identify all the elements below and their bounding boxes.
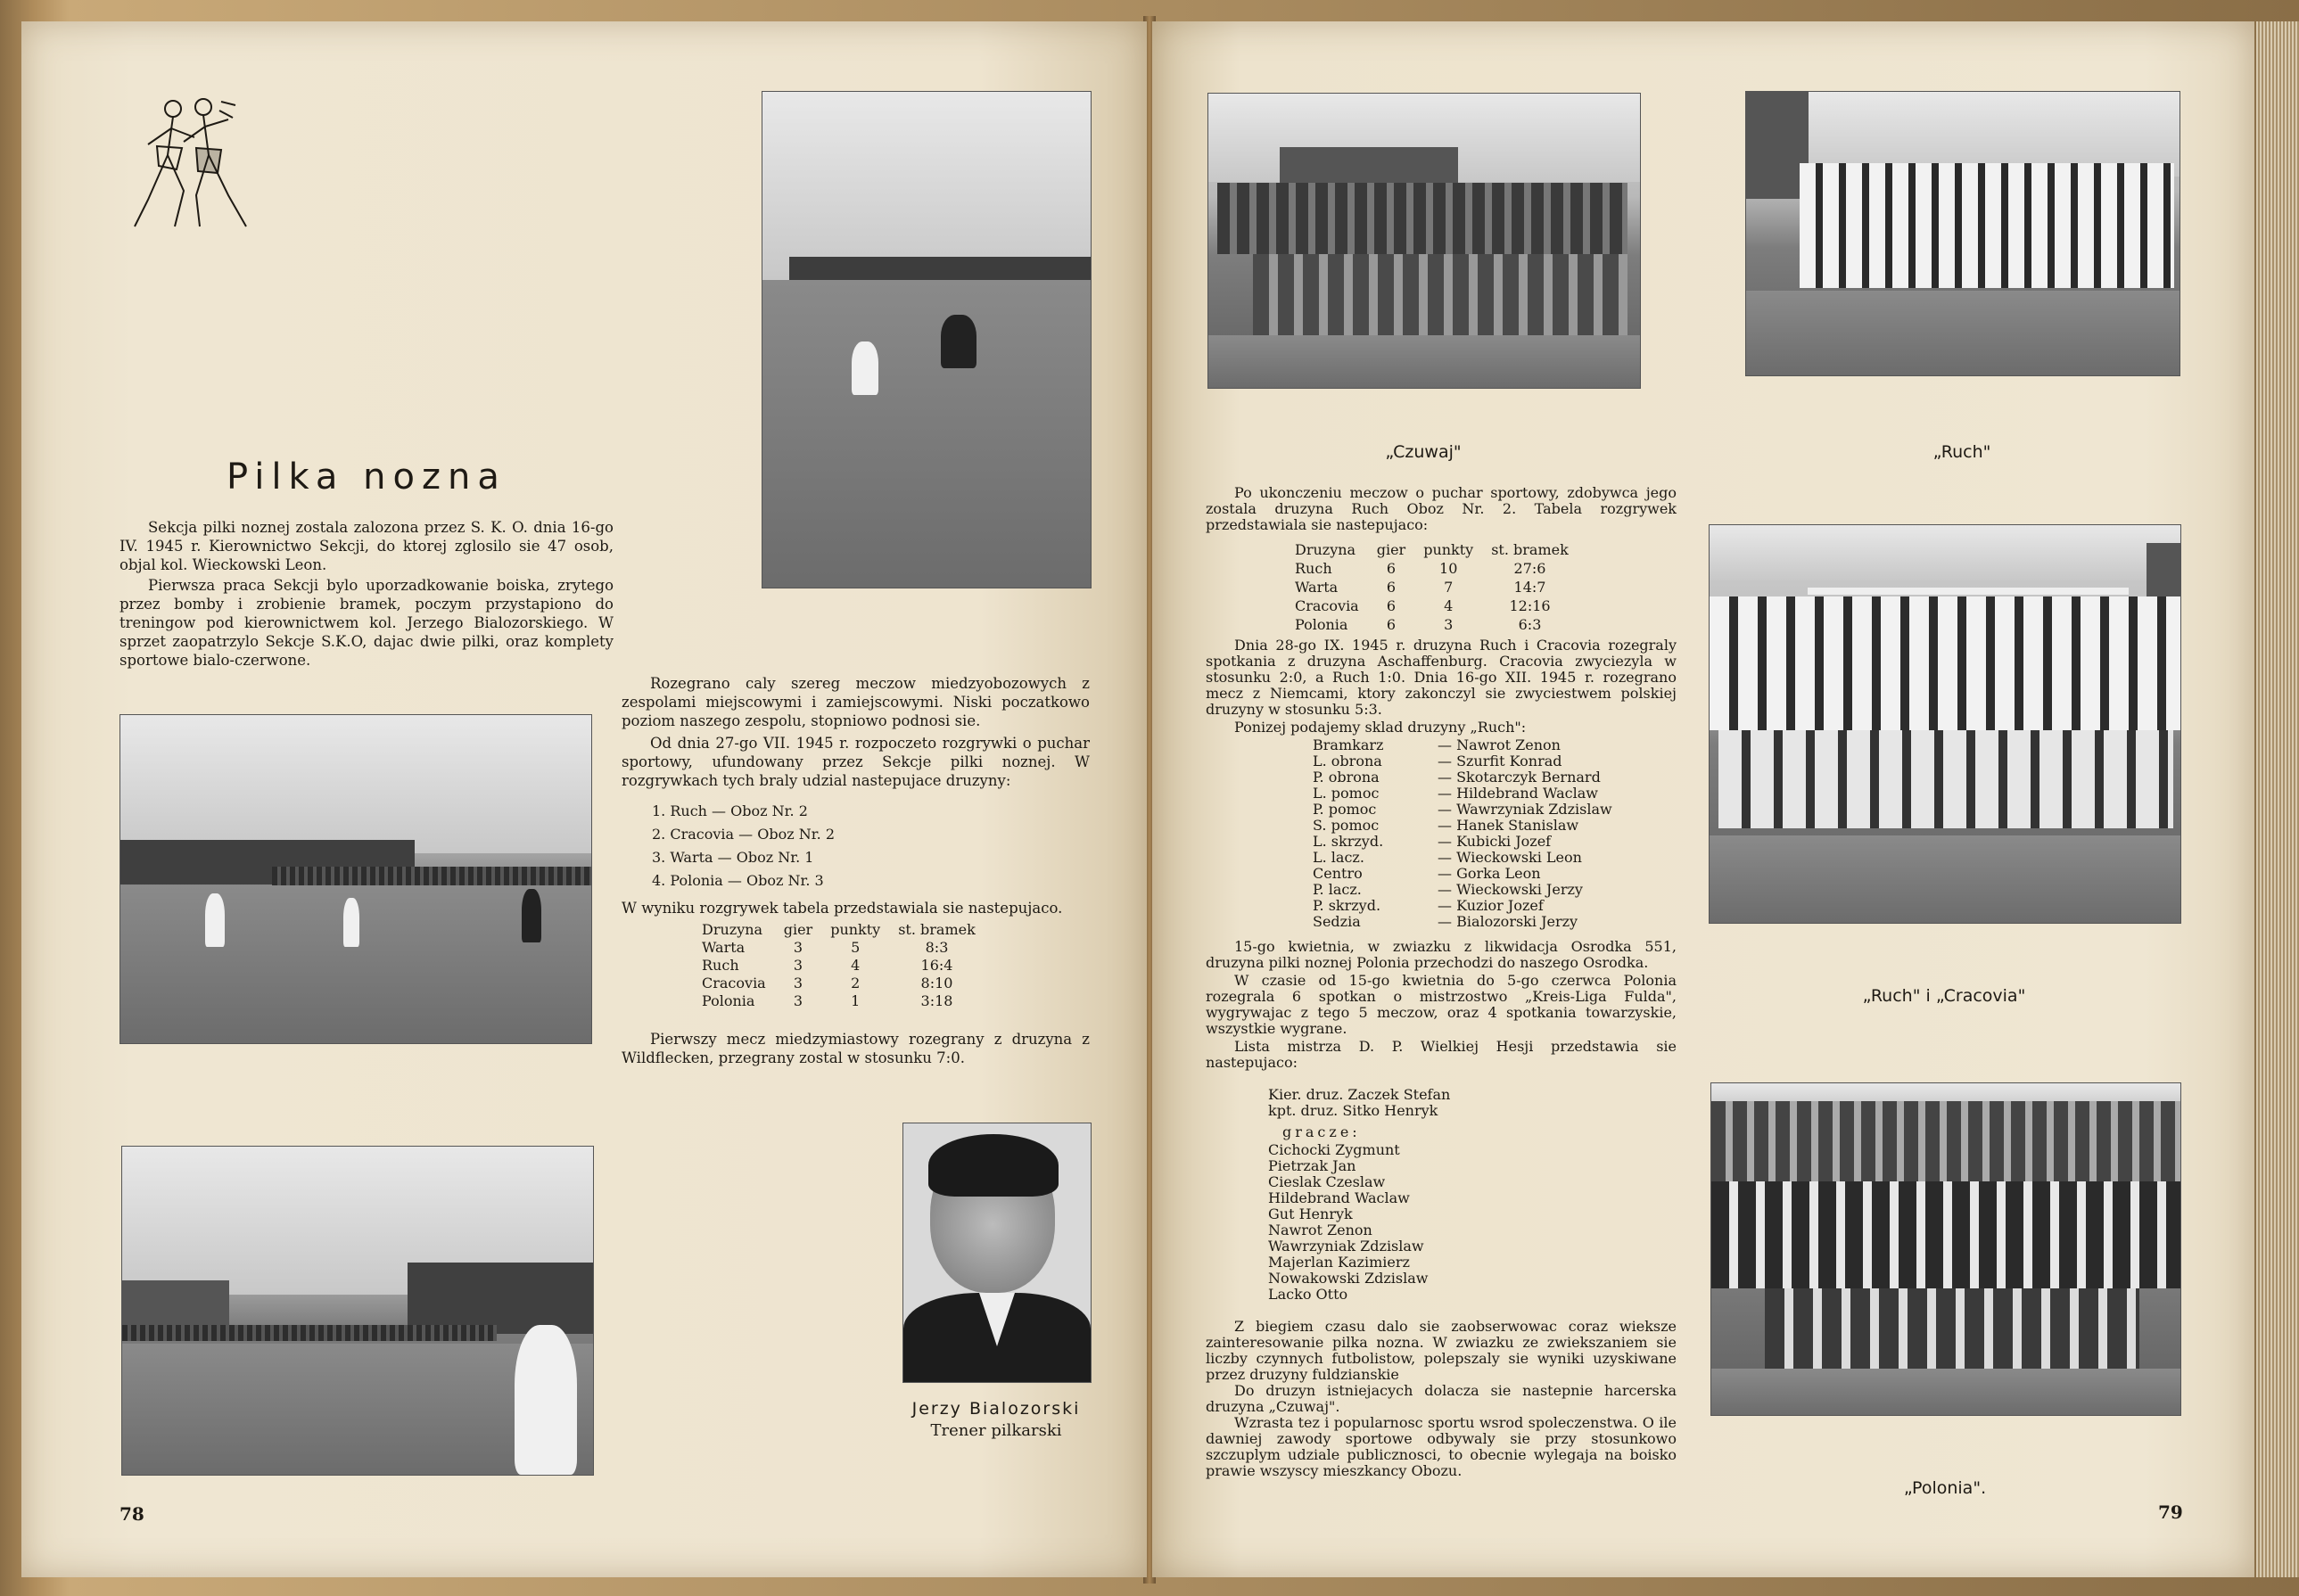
photo-match-action-1: [762, 91, 1092, 588]
intro-paragraph-2: Pierwsza praca Sekcji bylo uporzadkowanie boiska, zrytego przez bomby i zrobienie bramek, poczym przystapiono do treningow pod kierownictwem kol. Jerzego Bialozorskiego. W sprzet zaopatrzylo Sekcje S.K.O, dajac dwie pilki, oraz komplety sportowe bialo-czerwone.: [119, 577, 614, 669]
table-header-row: [1286, 540, 1578, 559]
photo-team-ruch-cracovia: [1709, 524, 2181, 924]
champion-list-intro: Lista mistrza D. P. Wielkiej Hesji przedstawia sie nastepujaco:: [1206, 1038, 1677, 1071]
lineup-row: [1313, 802, 1677, 818]
table-header: punkty: [1423, 541, 1474, 558]
table-cell: 27:6: [1513, 560, 1546, 577]
table-row: [693, 975, 985, 992]
matches-paragraph: Rozegrano caly szereg meczow miedzyobozowych z zespolami miejscowymi i zamiejscowymi. Niski poczatkowo poziom naszego zespolu, stopniowo podnosi sie.: [622, 675, 1090, 729]
table-cell: 16:4: [920, 957, 953, 974]
table-header: gier: [783, 921, 813, 938]
table-cell: Ruch: [1295, 560, 1332, 577]
player-item: Wawrzyniak Zdzislaw: [1268, 1238, 1424, 1255]
table-row: [1286, 596, 1578, 615]
caption-polonia: „Polonia".: [1903, 1478, 1987, 1498]
table-row: [1286, 559, 1578, 578]
intercity-paragraph: Pierwszy mecz miedzymiastowy rozegrany z druzyna z Wildflecken, przegrany zostal w stosunku 7:0.: [622, 1031, 1090, 1066]
table-header: st. bramek: [1491, 541, 1569, 558]
table-header: Druzyna: [702, 921, 763, 938]
player-item: Hildebrand Waclaw: [1268, 1189, 1410, 1206]
player-item: Majerlan Kazimierz: [1268, 1254, 1410, 1271]
player-item: Cichocki Zygmunt: [1268, 1141, 1400, 1158]
table-cell: 10: [1439, 560, 1458, 577]
aschaffenburg-paragraph: Dnia 28-go IX. 1945 r. druzyna Ruch i Cracovia rozegraly spotkania z druzyna Aschaffenburg. Cracovia zwyciezyla w stosunku 2:0, a Ruch 1:0. Dnia 16-go XII. 1945 r. rozegrano mecz z Niemcami, ktory zakonczyl sie zwyciestwem polskiej druzyny w stosunku 5:3.: [1206, 637, 1677, 718]
lineup-row: [1313, 834, 1677, 850]
table-row: [1286, 615, 1578, 634]
lineup-row: [1313, 850, 1677, 866]
lineup-position: L. obrona: [1313, 753, 1382, 769]
lineup-position: P. pomoc: [1313, 801, 1377, 818]
table-cell: Ruch: [702, 957, 739, 974]
team-manager: Kier. druz. Zaczek Stefan: [1268, 1086, 1451, 1103]
lineup-position: S. pomoc: [1313, 817, 1380, 834]
lineup-row: [1313, 898, 1677, 914]
left-page: [21, 21, 1147, 1577]
player-item: Lacko Otto: [1268, 1286, 1348, 1303]
table-cell: 6: [1386, 579, 1397, 596]
table-cell: 8:3: [925, 939, 949, 956]
lineup-row: [1313, 737, 1677, 753]
table-cell: 7: [1444, 579, 1454, 596]
teams-list: [652, 802, 1090, 890]
intro-paragraph-1: Sekcja pilki noznej zostala zalozona przez S. K. O. dnia 16-go IV. 1945 r. Kierownictwo Sekcji, do ktorej zglosilo sie 47 osob, objal kol. Wieckowski Leon.: [119, 519, 614, 573]
table-cell: Polonia: [702, 992, 755, 1009]
table-cell: 3: [793, 957, 803, 974]
cup-winner-paragraph: Po ukonczeniu meczow o puchar sportowy, zdobywca jego zostala druzyna Ruch Oboz Nr. 2. Tabela rozgrywek przedstawiala sie nastepujaco:: [1206, 484, 1677, 533]
page-number-left: 78: [119, 1503, 144, 1525]
lineup-row: [1313, 914, 1677, 930]
polonia-roster: [1268, 1087, 1677, 1303]
caption-czuwaj: „Czuwaj": [1385, 442, 1462, 462]
middle-column: [622, 674, 1090, 1067]
interest-paragraph: Z biegiem czasu dalo sie zaobserwowac coraz wieksze zainteresowanie pilka nozna. W zwiazku ze zwiekszaniem sie liczby czynnych futbolistow, polepszaly sie wyniki uzyskiwane przez druzyny fuldzianskie: [1206, 1318, 1677, 1383]
lineup-row: [1313, 769, 1677, 786]
photo-match-action-3: [121, 1146, 594, 1476]
lineup-row: [1313, 818, 1677, 834]
player-item: Nawrot Zenon: [1268, 1222, 1372, 1238]
lineup-position: Centro: [1313, 865, 1363, 882]
photo-team-czuwaj: [1207, 93, 1641, 389]
player-item: Pietrzak Jan: [1268, 1157, 1356, 1174]
lineup-player: — Kubicki Jozef: [1438, 833, 1552, 850]
table-cell: 3: [793, 992, 803, 1009]
team-item: 3. Warta — Oboz Nr. 1: [652, 849, 814, 866]
lineup-player: — Szurfit Konrad: [1438, 753, 1562, 769]
lineup-position: L. skrzyd.: [1313, 833, 1384, 850]
popularity-paragraph: Wzrasta tez i popularnosc sportu wsrod spoleczenstwa. O ile dawniej zawody sportowe odbywaly sie przy stosunkowo szczuplym udziale publicznosci, to obecnie wylegaja na boisko prawie wszyscy mieszkancy Obozu.: [1206, 1414, 1677, 1479]
results-table-1: [693, 921, 985, 1010]
lineup-position: L. lacz.: [1313, 849, 1364, 866]
table-cell: 2: [851, 975, 861, 991]
lineup-row: [1313, 786, 1677, 802]
table-cell: 5: [851, 939, 861, 956]
table-row: [693, 957, 985, 975]
lineup-player: — Bialozorski Jerzy: [1438, 913, 1578, 930]
intro-column: [119, 518, 614, 670]
lineup-player: — Kuzior Jozef: [1438, 897, 1544, 914]
caption-ruch: „Ruch": [1932, 442, 1991, 462]
players-label: gracze:: [1282, 1123, 1361, 1140]
table-header: st. bramek: [898, 921, 976, 938]
table-header: Druzyna: [1295, 541, 1356, 558]
team-captain: kpt. druz. Sitko Henryk: [1268, 1102, 1438, 1119]
photo-team-ruch: [1745, 91, 2180, 376]
result-intro: W wyniku rozgrywek tabela przedstawiala sie nastepujaco.: [622, 900, 1063, 917]
team-item: 4. Polonia — Oboz Nr. 3: [652, 872, 824, 889]
lineup-position: Sedzia: [1313, 913, 1361, 930]
table-cell: 4: [1444, 597, 1454, 614]
photo-team-polonia: [1710, 1082, 2181, 1416]
team-item: 2. Cracovia — Oboz Nr. 2: [652, 826, 835, 843]
table-row: [1286, 578, 1578, 596]
lineup-player: — Skotarczyk Bernard: [1438, 769, 1601, 786]
table-cell: 4: [851, 957, 861, 974]
table-header-row: [693, 921, 985, 939]
right-text-column: [1206, 485, 1677, 1479]
table-cell: 6: [1386, 616, 1397, 633]
lineup-player: — Nawrot Zenon: [1438, 736, 1561, 753]
lineup-player: — Gorka Leon: [1438, 865, 1541, 882]
lineup-player: — Wieckowski Jerzy: [1438, 881, 1583, 898]
page-number-right: 79: [2158, 1501, 2183, 1523]
table-cell: Warta: [702, 939, 746, 956]
table-cell: Cracovia: [1295, 597, 1359, 614]
caption-ruch-cracovia: „Ruch" i „Cracovia": [1862, 986, 2026, 1006]
lineup-player: — Wawrzyniak Zdzislaw: [1438, 801, 1612, 818]
table-cell: Polonia: [1295, 616, 1348, 633]
table-cell: 14:7: [1513, 579, 1546, 596]
lineup-position: P. obrona: [1313, 769, 1380, 786]
lineup-player: — Hanek Stanislaw: [1438, 817, 1579, 834]
table-row: [693, 939, 985, 957]
lineup-position: P. lacz.: [1313, 881, 1362, 898]
lineup-position: P. skrzyd.: [1313, 897, 1381, 914]
player-item: Gut Henryk: [1268, 1205, 1353, 1222]
lineup-row: [1313, 866, 1677, 882]
portrait-name: Jerzy Bialozorski: [911, 1399, 1081, 1419]
player-item: Nowakowski Zdzislaw: [1268, 1270, 1429, 1287]
player-item: Cieslak Czeslaw: [1268, 1173, 1386, 1190]
table-cell: 3: [1444, 616, 1454, 633]
cup-paragraph: Od dnia 27-go VII. 1945 r. rozpoczeto rozgrywki o puchar sportowy, ufundowany przez Sekcje pilki noznej. W rozgrywkach tych braly udzial nastepujace druzyny:: [622, 735, 1090, 789]
table-cell: Cracovia: [702, 975, 766, 991]
lineup-position: Bramkarz: [1313, 736, 1384, 753]
czuwaj-paragraph: Do druzyn istniejacych dolacza sie nastepnie harcerska druzyna „Czuwaj".: [1206, 1382, 1677, 1415]
table-cell: 1: [851, 992, 861, 1009]
portrait-photo: [902, 1123, 1092, 1383]
lineup-row: [1313, 882, 1677, 898]
lineup-row: [1313, 753, 1677, 769]
lineup-player: — Hildebrand Waclaw: [1438, 785, 1598, 802]
table-cell: 6: [1386, 597, 1397, 614]
table-cell: 3: [793, 975, 803, 991]
table-cell: 6: [1386, 560, 1397, 577]
right-page: [1152, 21, 2254, 1577]
lineup-position: L. pomoc: [1313, 785, 1380, 802]
table-cell: 12:16: [1509, 597, 1551, 614]
table-cell: 6:3: [1518, 616, 1542, 633]
table-header: punkty: [830, 921, 881, 938]
portrait-role: Trener pilkarski: [930, 1421, 1062, 1440]
kreis-liga-paragraph: W czasie od 15-go kwietnia do 5-go czerwca Polonia rozegrala 6 spotkan o mistrzostwo „Kreis-Liga Fulda", wygrywajac z tego 5 meczow, oraz 4 spotkania towarzyskie, wszystkie wygrane.: [1206, 972, 1677, 1037]
team-item: 1. Ruch — Oboz Nr. 2: [652, 802, 808, 819]
photo-match-action-2: [119, 714, 592, 1044]
runners-illustration: [121, 93, 300, 235]
table-row: [693, 992, 985, 1010]
table-cell: 3:18: [920, 992, 953, 1009]
lineup-intro: Ponizej podajemy sklad druzyny „Ruch":: [1234, 719, 1527, 736]
table-cell: 8:10: [920, 975, 953, 991]
table-cell: Warta: [1295, 579, 1339, 596]
results-table-2: [1286, 540, 1578, 634]
ruch-lineup: [1313, 737, 1677, 930]
polonia-transfer-paragraph: 15-go kwietnia, w zwiazku z likwidacja Osrodka 551, druzyna pilki noznej Polonia przechodzi do naszego Osrodka.: [1206, 938, 1677, 971]
lineup-player: — Wieckowski Leon: [1438, 849, 1582, 866]
article-title: Pilka nozna: [227, 457, 507, 498]
page-edges: [2256, 21, 2299, 1577]
table-cell: 3: [793, 939, 803, 956]
table-header: gier: [1376, 541, 1406, 558]
